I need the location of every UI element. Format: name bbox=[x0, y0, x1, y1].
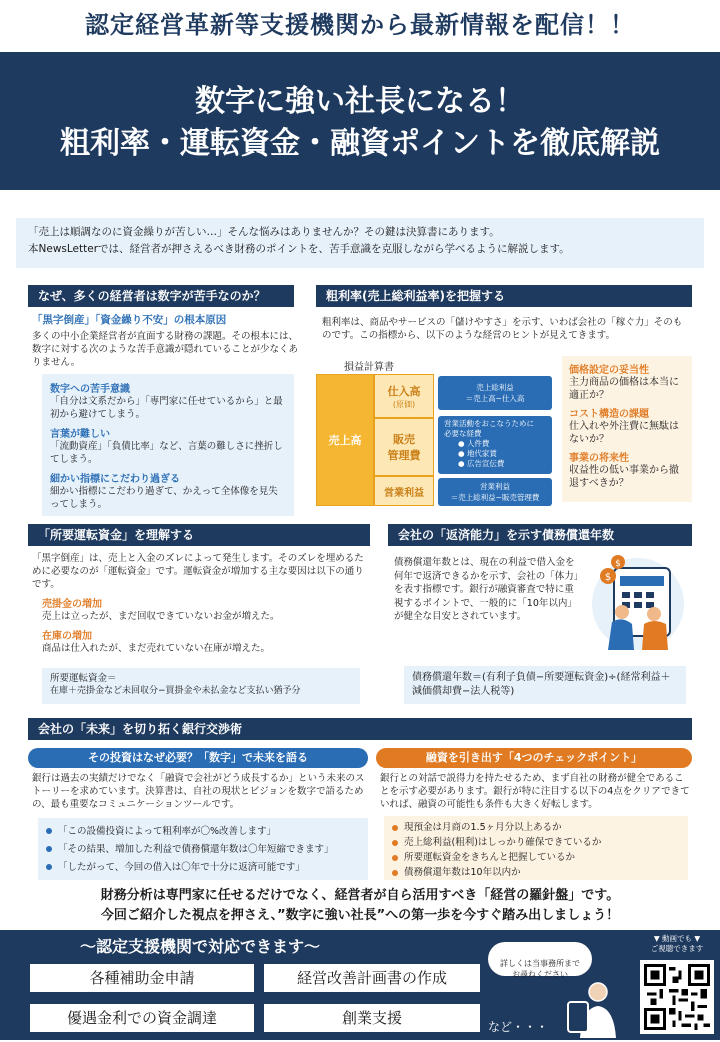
sec5-left-pill-text: その投資はなぜ必要？「数字」で未来を語る bbox=[88, 751, 308, 764]
diagram-sga bbox=[374, 418, 434, 476]
sec1-item-2 bbox=[50, 425, 286, 466]
sec2-heading: 粗利率(売上総利益率)を把握する bbox=[316, 285, 692, 307]
sec1-item-3 bbox=[50, 470, 286, 511]
footer-title: 〜認定支援機関で対応できます〜 bbox=[80, 937, 321, 956]
sec3-formula-box bbox=[42, 668, 360, 704]
diagram-sga-head: 営業活動をおこなうために 必要な経費 bbox=[444, 419, 534, 438]
service-startup: 創業支援 bbox=[264, 1004, 480, 1032]
footer-video-label: ▼ 動画でも ▼ ご視聴できます bbox=[650, 934, 704, 953]
sec5-right-bullet-2: 売上総利益(粗利)はしっかり確保できているか bbox=[390, 835, 682, 850]
diagram-gross-box bbox=[438, 376, 552, 410]
sec1-item-2-head: 言葉が難しい bbox=[50, 429, 110, 440]
sec3-item-1-text: 売上は立ったが、まだ回収できていないお金が増えた。 bbox=[42, 611, 280, 622]
qr-code-icon bbox=[644, 964, 710, 1030]
diagram-op-text: 営業利益 ＝売上総利益−販売管理費 bbox=[450, 482, 540, 502]
sec5-right-bullet-1: 現預金は月商の1.5ヶ月分以上あるか bbox=[390, 820, 682, 835]
sec5-right-bullet-3: 所要運転資金をきちんと把握しているか bbox=[390, 850, 682, 865]
sec1-paragraph: 多くの中小企業経営者が直面する財務の課題。その根本には、数字に対する次のような苦手意識が隠れていることが少なくありません。 bbox=[32, 331, 299, 368]
top-banner bbox=[0, 0, 720, 50]
sec5-right-bullet-4: 債務償還年数は10年以内か bbox=[390, 865, 682, 880]
diagram-sga-item-3-text: 広告宣伝費 bbox=[466, 459, 505, 468]
sec4-paragraph: 債務償還年数とは、現在の利益で借入金を何年で返済できるかを示す、会社の「体力」を表す指標です。銀行が融資審査で特に重視するポイントで、一般的に「10年以内」が健全な目安とされています。 bbox=[394, 557, 579, 622]
sec2-hints-box bbox=[562, 356, 692, 502]
hero-title-line1: 数字に強い社長になる！ bbox=[195, 84, 525, 119]
sec3-item-2-text: 商品は仕入れたが、まだ売れていない在庫が増えた。 bbox=[42, 643, 271, 654]
sec1-item-1-text: 「自分は文系だから」「専門家に任せているから」と最初から避けてしまう。 bbox=[50, 396, 283, 420]
diagram-op bbox=[374, 476, 434, 506]
sec3-item-1-head: 売掛金の増加 bbox=[42, 599, 102, 610]
sec1-body bbox=[32, 312, 300, 369]
diagram-sales bbox=[316, 374, 374, 506]
service-subsidy: 各種補助金申請 bbox=[30, 964, 254, 992]
sec5-right-bullets bbox=[390, 820, 682, 880]
intro-line1: 「売上は順調なのに資金繰りが苦しい…」そんな悩みはありませんか？その鍵は決算書にあります。 bbox=[28, 226, 500, 238]
intro-box bbox=[16, 218, 704, 268]
sec5-right-pill bbox=[376, 748, 692, 768]
diagram-sales-label: 売上高 bbox=[328, 434, 362, 447]
sec5-left-paragraph: 銀行は過去の実績だけでなく「融資で会社がどう成長するか」という未来のストーリーを求めています。決算書は、自社の現状とビジョンを数字で語るための、最も重要なコミュニケーションツールです。 bbox=[32, 773, 365, 810]
hint-3-head: 事業の将来性 bbox=[569, 453, 629, 464]
sec5-left-pill bbox=[28, 748, 368, 768]
diagram-op-box bbox=[438, 478, 552, 506]
diagram-cost-sub: (原価) bbox=[392, 400, 416, 409]
hero bbox=[0, 52, 720, 190]
sec3-item-2 bbox=[32, 627, 368, 655]
sec5-right-paragraph: 銀行との対話で説得力を持たせるため、まず自社の財務が健全であることを示す必要があります。銀行が特に注目する以下の4点をクリアできていれば、融資の可能性も条件も大きく好転します。 bbox=[380, 773, 690, 810]
income-statement-diagram bbox=[316, 374, 556, 506]
hint-3 bbox=[569, 449, 685, 490]
svg-text:$: $ bbox=[604, 572, 612, 583]
sec1-item-2-text: 「流動資産」「負債比率」など、言葉の難しさに挫折してしまう。 bbox=[50, 441, 283, 465]
sec5-left-bullets-box bbox=[38, 818, 368, 880]
closing-line1: 財務分析は専門家に任せるだけでなく、経営者が自ら活用すべき「経営の羅針盤」です。 bbox=[100, 888, 620, 903]
sec2-paragraph: 粗利率は、商品やサービスの「儲けやすさ」を示す、いわば会社の「稼ぐ力」そのものです。この指標から、以下のような経営のヒントが見えてきます。 bbox=[322, 317, 683, 341]
qr-code[interactable] bbox=[640, 960, 714, 1034]
sec4-formula: 債務償還年数＝(有利子負債−所要運転資金)÷(経常利益＋減価償却費−法人税等) bbox=[412, 672, 671, 697]
diagram-op-label: 営業利益 bbox=[384, 487, 424, 499]
sec5-right-bullets-box bbox=[384, 816, 688, 880]
closing-line2: 今回ご紹介した視点を押さえ、”数字に強い社長”への第一歩を今すぐ踏み出しましょう！ bbox=[100, 908, 620, 923]
sec5-left-bullet-2: 「その結果、増加した利益で債務償還年数は〇年短縮できます」 bbox=[44, 841, 362, 859]
diagram-sga-item-1-text: 人件費 bbox=[466, 439, 490, 448]
footer-bubble bbox=[488, 942, 592, 979]
svg-text:$: $ bbox=[615, 559, 621, 569]
diagram-sga-item-1: ● 人件費 bbox=[458, 439, 490, 448]
sec1-item-3-head: 細かい指標にこだわり過ぎる bbox=[50, 474, 180, 485]
hint-1 bbox=[569, 361, 685, 402]
calculator-meeting-icon bbox=[584, 550, 692, 654]
sec4-illustration bbox=[584, 550, 692, 654]
top-banner-text: 認定経営革新等支援機関から最新情報を配信！！ bbox=[85, 11, 635, 39]
sec2-diagram-caption: 損益計算書 bbox=[344, 362, 394, 373]
sec5-heading: 会社の「未来」を切り拓く銀行交渉術 bbox=[28, 718, 692, 740]
hint-3-text: 収益性の低い事業から撤退すべきか？ bbox=[569, 465, 679, 489]
sec3-paragraph: 「黒字倒産」は、売上と入金のズレによって発生します。そのズレを埋めるために必要なのが「運転資金」です。運転資金が増加する主な要因は以下の通りです。 bbox=[32, 553, 364, 590]
diagram-sga-item-2: ● 地代家賃 bbox=[458, 449, 497, 458]
footer-etc: など・・・ bbox=[488, 1020, 549, 1034]
intro-line2: 本NewsLetterでは、経営者が押さえるべき財務のポイントを、苦手意識を克服しながら学べるように解説します。 bbox=[28, 243, 570, 255]
sec4-heading: 会社の「返済能力」を示す債務償還年数 bbox=[388, 524, 692, 546]
person-phone-icon bbox=[564, 978, 626, 1038]
footer bbox=[0, 930, 720, 1040]
hint-1-head: 価格設定の妥当性 bbox=[569, 365, 649, 376]
sec3-heading: 「所要運転資金」を理解する bbox=[28, 524, 370, 546]
hint-2 bbox=[569, 405, 685, 446]
sec5-left-bullet-3: 「したがって、今回の借入は〇年で十分に返済可能です」 bbox=[44, 859, 362, 877]
sec3-body bbox=[32, 552, 368, 655]
diagram-sga-box bbox=[438, 416, 552, 474]
sec5-left-bullet-1: 「この設備投資によって粗利率が〇%改善します」 bbox=[44, 823, 362, 841]
sec3-item-1 bbox=[32, 595, 368, 623]
sec1-item-box bbox=[42, 374, 294, 516]
sec5-left-bullets bbox=[44, 823, 362, 877]
sec3-formula-1: 所要運転資金＝ bbox=[50, 673, 117, 684]
diagram-sga-item-3: ● 広告宣伝費 bbox=[458, 459, 505, 468]
sec1-item-3-text: 細かい指標にこだわり過ぎて、かえって全体像を見失ってしまう。 bbox=[50, 486, 278, 510]
sec1-item-1-head: 数字への苦手意識 bbox=[50, 384, 130, 395]
sec4-formula-box bbox=[404, 666, 686, 704]
service-improvement-plan: 経営改善計画書の作成 bbox=[264, 964, 480, 992]
hint-2-head: コスト構造の課題 bbox=[569, 409, 649, 420]
diagram-sga-label: 販売 管理費 bbox=[387, 433, 421, 462]
diagram-cost-label: 仕入高 bbox=[387, 385, 421, 398]
sec1-heading: なぜ、多くの経営者は数字が苦手なのか？ bbox=[28, 285, 294, 307]
hint-2-text: 仕入れや外注費に無駄はないか？ bbox=[569, 421, 679, 445]
diagram-gross-text: 売上総利益 ＝売上高−仕入高 bbox=[465, 383, 525, 403]
closing bbox=[0, 886, 720, 926]
sec5-right-pill-text: 融資を引き出す「4つのチェックポイント」 bbox=[425, 751, 643, 764]
hero-title-line2: 粗利率・運転資金・融資ポイントを徹底解説 bbox=[60, 126, 660, 161]
hint-1-text: 主力商品の価格は本当に適正か？ bbox=[569, 377, 679, 401]
sec1-item-1 bbox=[50, 380, 286, 421]
sec3-item-2-head: 在庫の増加 bbox=[42, 631, 92, 642]
sec3-formula-2: 在庫＋売掛金など未回収分−買掛金や未払金など支払い猶予分 bbox=[50, 686, 301, 696]
sec1-subtitle: 「黒字倒産」「資金繰り不安」の根本原因 bbox=[32, 314, 227, 326]
diagram-cost bbox=[374, 374, 434, 418]
diagram-sga-item-2-text: 地代家賃 bbox=[466, 449, 497, 458]
footer-bubble-text: 詳しくは当事務所まで お尋ねください bbox=[500, 959, 580, 979]
service-financing: 優遇金利での資金調達 bbox=[30, 1004, 254, 1032]
